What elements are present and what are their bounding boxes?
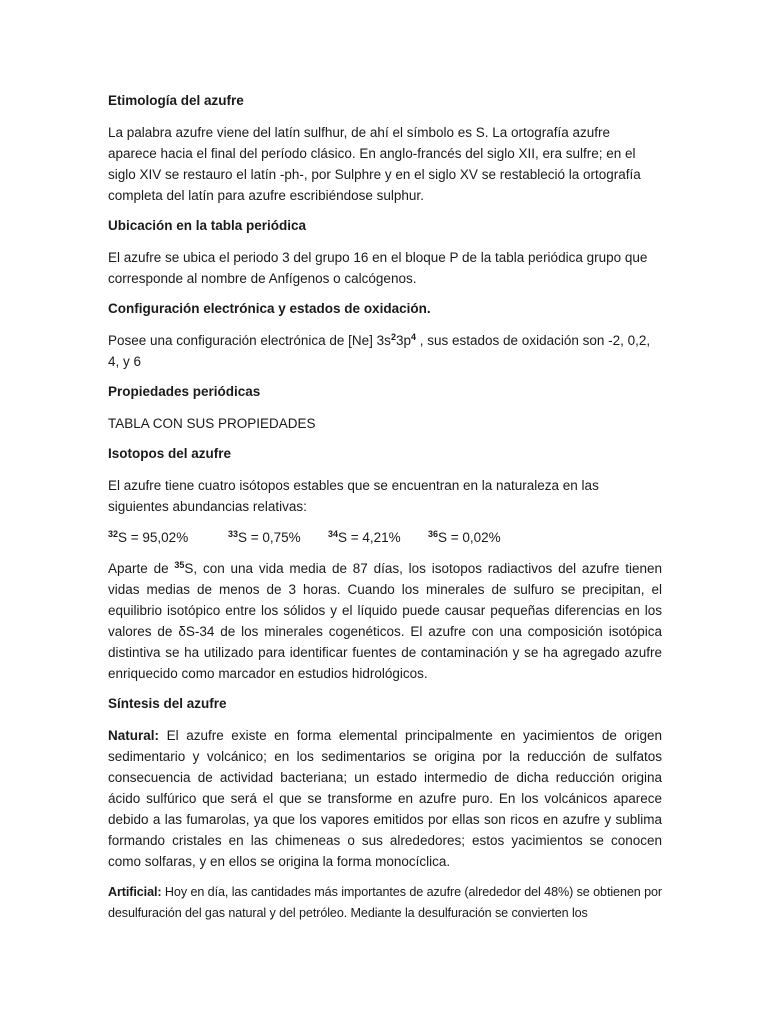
radioactive-text-after: S, con una vida media de 87 días, los isotopos radiactivos del azufre tienen vidas medias de menos de 3 horas. Cuando los minerales de sulfuro se precipitan, el equilibrio isotópico entre los sólidos y el líquido puede causar pequeñas diferencias en los valores de δS-34 de los minerales cogenéticos. El azufre con una composición isotópica distintiva se ha utilizado para identificar fuentes de contaminación y se ha agregado azufre enriquecido como marcador en estudios hidrológicos. <box>108 561 662 681</box>
isotope-item <box>108 527 228 548</box>
configuration-superscript-s: 2 <box>390 332 396 342</box>
artificial-label: Artificial: <box>108 885 162 899</box>
configuration-text-before: Posee una configuración electrónica de [Ne] 3s <box>108 333 391 348</box>
isotope-item <box>228 527 328 548</box>
synthesis-heading: Síntesis del azufre <box>108 696 227 711</box>
radioactive-text-before: Aparte de <box>108 561 175 576</box>
configuration-text-mid: 3p <box>395 333 411 348</box>
synthesis-artificial-paragraph <box>108 882 662 924</box>
radioactive-mass-number: 35 <box>174 560 185 570</box>
properties-placeholder-text: TABLA CON SUS PROPIEDADES <box>108 416 316 431</box>
configuration-superscript-p: 4 <box>410 332 416 342</box>
location-heading: Ubicación en la tabla periódica <box>108 218 307 233</box>
isotope-abundance: S = 0,75% <box>238 530 301 545</box>
natural-text: El azufre existe en forma elemental principalmente en yacimientos de origen sedimentario y volcánico; en los sedimentarios se origina por la reducción de sulfatos consecuencia de actividad bacteriana; un estado intermedio de dicha reducción origina ácido sulfúrico que será el que se transforme en azufre puro. En los volcánicos aparece debido a las fumarolas, ya que los vapores emitidos por ellas son ricos en azufre y sublima formando cristales en las chimeneas o sus alrededores; estos yacimientos se conocen como solfaras, y en ellos se origina la forma monocíclica. <box>108 728 662 869</box>
configuration-heading: Configuración electrónica y estados de oxidación. <box>108 301 431 316</box>
isotope-abundance-list <box>108 527 662 548</box>
isotope-abundance: S = 0,02% <box>438 530 501 545</box>
isotope-item <box>428 527 528 548</box>
isotope-abundance: S = 4,21% <box>338 530 401 545</box>
isotope-mass-number: 33 <box>228 529 239 539</box>
natural-label: Natural: <box>108 728 160 743</box>
isotope-mass-number: 36 <box>428 529 439 539</box>
synthesis-natural-paragraph <box>108 725 662 872</box>
properties-heading: Propiedades periódicas <box>108 384 261 399</box>
isotope-mass-number: 34 <box>328 529 339 539</box>
isotope-abundance: S = 95,02% <box>118 530 189 545</box>
isotopes-radioactive-paragraph <box>108 558 662 684</box>
isotope-mass-number: 32 <box>108 529 119 539</box>
configuration-text-after: , sus estados de oxidación son -2, 0,2, 4, y 6 <box>108 333 651 369</box>
location-paragraph: El azufre se ubica el periodo 3 del grupo 16 en el bloque P de la tabla periódica grupo que corresponde al nombre de Anfígenos o calcógenos. <box>108 250 648 286</box>
isotope-item <box>328 527 428 548</box>
configuration-paragraph <box>108 330 662 372</box>
etymology-paragraph: La palabra azufre viene del latín sulfhur, de ahí el símbolo es S. La ortografía azufre aparece hacia el final del período clásico. En anglo-francés del siglo XII, era sulfre; en el siglo XIV se restauro el latín -ph-, por Sulphre y en el siglo XV se restableció la ortografía completa del latín para azufre escribiéndose sulphur. <box>108 125 641 203</box>
artificial-text: Hoy en día, las cantidades más importantes de azufre (alrededor del 48%) se obtienen por desulfuración del gas natural y del petróleo. Mediante la desulfuración se convierten los <box>108 885 662 920</box>
isotopes-heading: Isotopos del azufre <box>108 446 232 461</box>
etymology-heading: Etimología del azufre <box>108 93 244 108</box>
isotopes-intro-paragraph: El azufre tiene cuatro isótopos estables que se encuentran en la naturaleza en las siguientes abundancias relativas: <box>108 478 599 514</box>
